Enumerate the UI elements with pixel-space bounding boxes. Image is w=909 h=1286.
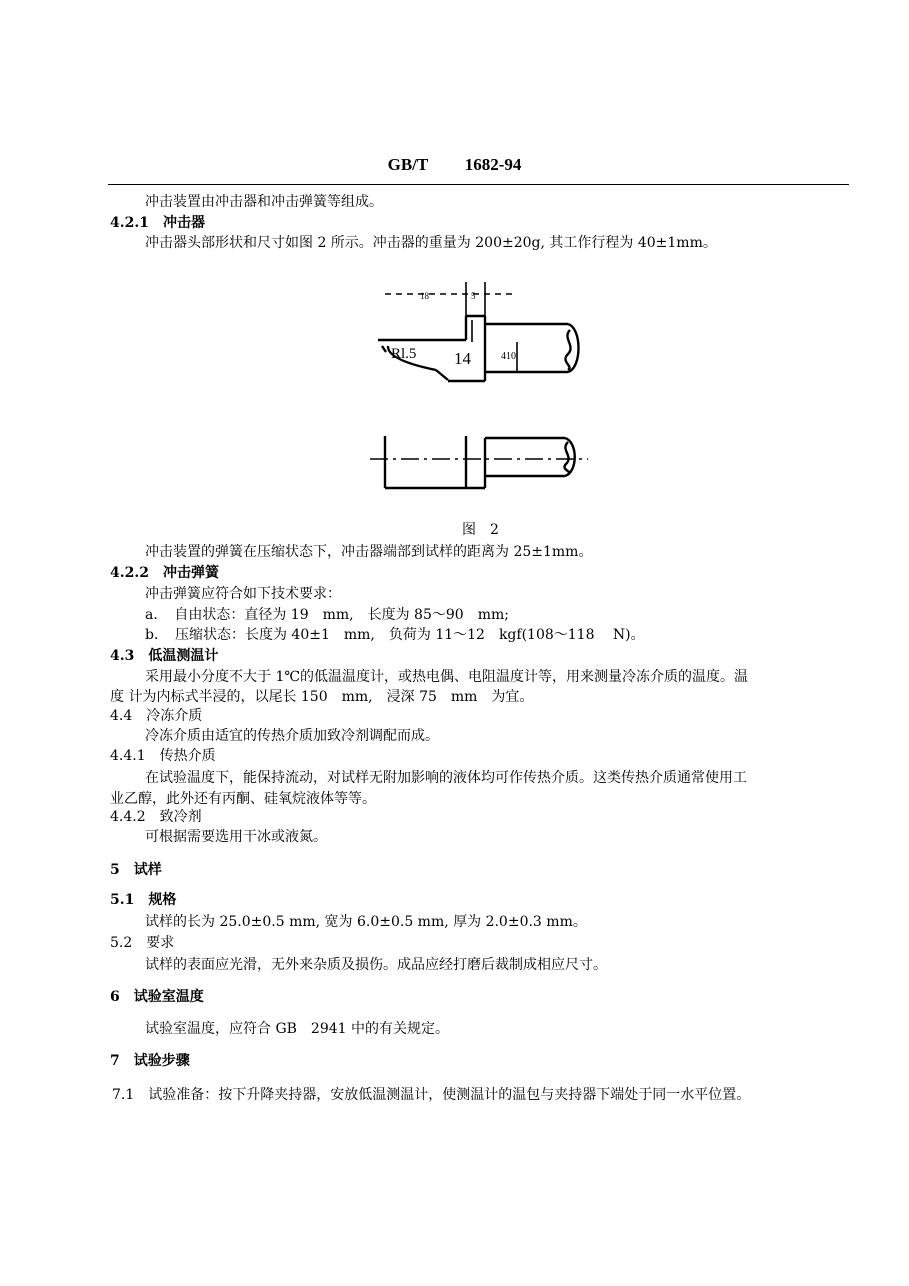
- dim-label: 410: [501, 351, 516, 362]
- list-item-b: b． 压缩状态：长度为 40±1 mm, 负荷为 11～12 kgf(108～118 N)。: [145, 627, 645, 643]
- list-item-a: a． 自由状态：直径为 19 mm, 长度为 85～90 mm;: [145, 607, 509, 623]
- text-line: 业乙醇，此外还有丙酮、硅氧烷液体等等。: [110, 791, 376, 807]
- dim-label: 5: [471, 291, 476, 301]
- text-line: 冲击装置由冲击器和冲击弹簧等组成。: [145, 194, 383, 210]
- section-heading-4-4-2: 4.4.2 致冷剂: [110, 809, 202, 825]
- section-heading-5: 5 试样: [110, 862, 162, 878]
- text-line: 冲击器头部形状和尺寸如图 2 所示。冲击器的重量为 200±20g, 其工作行程为 40±1mm。: [145, 235, 717, 251]
- text-line: 冷冻介质由适宜的传热介质加致冷剂调配而成。: [145, 728, 439, 744]
- section-heading-6: 6 试验室温度: [110, 989, 204, 1005]
- text-line: 冲击装置的弹簧在压缩状态下，冲击器端部到试样的距离为 25±1mm。: [145, 544, 593, 560]
- document-header: [0, 155, 909, 175]
- section-heading-5-1: 5.1 规格: [110, 892, 177, 908]
- section-heading-4-4: 4.4 冷冻介质: [110, 708, 203, 724]
- section-heading-4-4-1: 4.4.1 传热介质: [110, 748, 216, 764]
- dim-label: 18: [420, 291, 429, 301]
- text-line: 试样的长为 25.0±0.5 mm, 宽为 6.0±0.5 mm, 厚为 2.0±0.3 mm。: [145, 914, 587, 930]
- text-line: 试验室温度，应符合 GB 2941 中的有关规定。: [145, 1021, 449, 1037]
- section-heading-7: 7 试验步骤: [110, 1053, 190, 1069]
- figure-2-drawing: [370, 280, 600, 495]
- text-line: 试样的表面应光滑，无外来杂质及损伤。成品应经打磨后裁制成相应尺寸。: [145, 957, 607, 973]
- text-line: 冲击弹簧应符合如下技术要求：: [145, 586, 341, 602]
- radius-label: Rl.5: [391, 346, 417, 362]
- dim-label: 14: [454, 349, 471, 368]
- standard-code: GB/T: [387, 155, 429, 174]
- standard-number: 1682-94: [464, 155, 522, 174]
- section-heading-5-2: 5.2 要求: [110, 935, 175, 951]
- section-heading-4-2-2: 4.2.2 冲击弹簧: [110, 565, 219, 581]
- text-line: 7.1 试验准备：按下升降夹持器，安放低温测温计，使测温计的温包与夹持器下端处于同一水平位置。: [112, 1087, 751, 1103]
- section-heading-4-3: 4.3 低温测温计: [110, 648, 219, 664]
- section-heading-4-2-1: 4.2.1 冲击器: [110, 215, 205, 231]
- text-line: 度 计为内标式半浸的，以尾长 150 mm, 浸深 75 mm 为宜。: [110, 689, 534, 705]
- figure-caption: 图 2: [462, 522, 499, 538]
- header-rule: [108, 184, 849, 185]
- text-line: 可根据需要选用干冰或液氮。: [145, 829, 327, 845]
- text-line: 在试验温度下，能保持流动，对试样无附加影响的液体均可作传热介质。这类传热介质通常使用工: [145, 770, 747, 786]
- text-line: 采用最小分度不大于 1℃的低温温度计，或热电偶、电阻温度计等，用来测量冷冻介质的温度。温: [145, 669, 749, 685]
